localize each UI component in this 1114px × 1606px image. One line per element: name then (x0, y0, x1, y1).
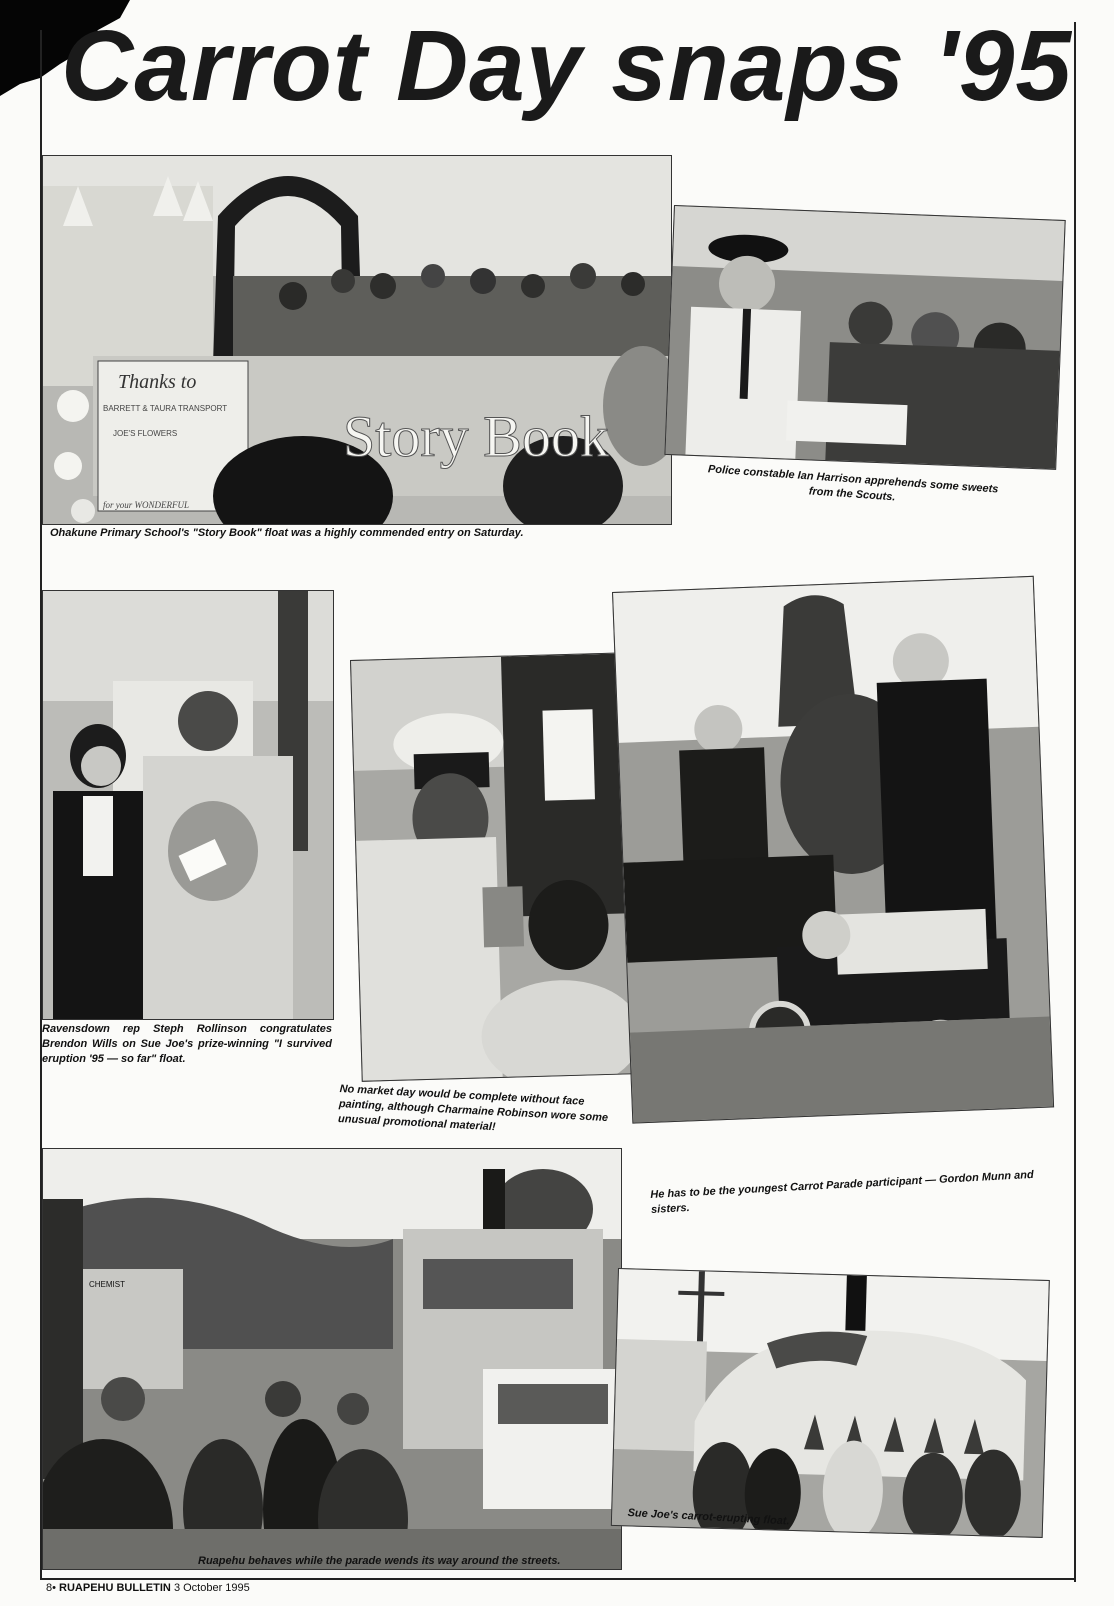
caption-youngest-participant: He has to be the youngest Carrot Parade participant — Gordon Munn and sisters. (650, 1168, 1034, 1216)
footer-date: 3 October 1995 (173, 1582, 250, 1594)
float-sign-line-1: Thanks to (118, 371, 197, 393)
caption-ravensdown: Ravensdown rep Steph Rollinson congratulates Brendon Wills on Sue Joe's prize-winning "I survived eruption '95 — so far" float. (42, 1023, 332, 1065)
footer-publication: RUAPEHU BULLETIN (59, 1582, 171, 1594)
photo-carrot-erupting-float (611, 1268, 1050, 1538)
frame-bottom-rule (40, 1578, 1076, 1580)
caption-police-scouts: Police constable Ian Harrison apprehends some sweets from the Scouts. (707, 463, 999, 504)
photo-parade-street (42, 1148, 622, 1570)
frame-right-rule (1074, 22, 1076, 1582)
float-sign-line-3: JOE'S FLOWERS (113, 429, 178, 438)
headline: Carrot Day snaps '95 (61, 10, 1072, 122)
photo-story-book-float (42, 155, 672, 525)
photo-police-scouts (664, 205, 1065, 470)
float-sign-line-4: for your WONDERFUL (103, 500, 189, 510)
page-footer (46, 1582, 250, 1594)
shop-sign-text: CHEMIST (89, 1280, 125, 1289)
photo-face-painting (350, 652, 632, 1081)
footer-page-number: 8• (46, 1582, 56, 1594)
float-story-book-text: Story Book (343, 404, 609, 469)
float-sign-line-2: BARRETT & TAURA TRANSPORT (103, 404, 228, 413)
caption-parade-street: Ruapehu behaves while the parade wends its way around the streets. (198, 1555, 561, 1567)
photo-ravensdown (42, 590, 334, 1020)
photo-youngest-participant (612, 576, 1054, 1124)
caption-carrot-erupting-float: Sue Joe's carrot-erupting float. (627, 1506, 790, 1528)
caption-story-book-float: Ohakune Primary School's "Story Book" float was a highly commended entry on Saturday. (50, 527, 524, 539)
caption-face-painting: No market day would be complete without face painting, although Charmaine Robinson wore some unusual promotional material! (337, 1082, 609, 1134)
